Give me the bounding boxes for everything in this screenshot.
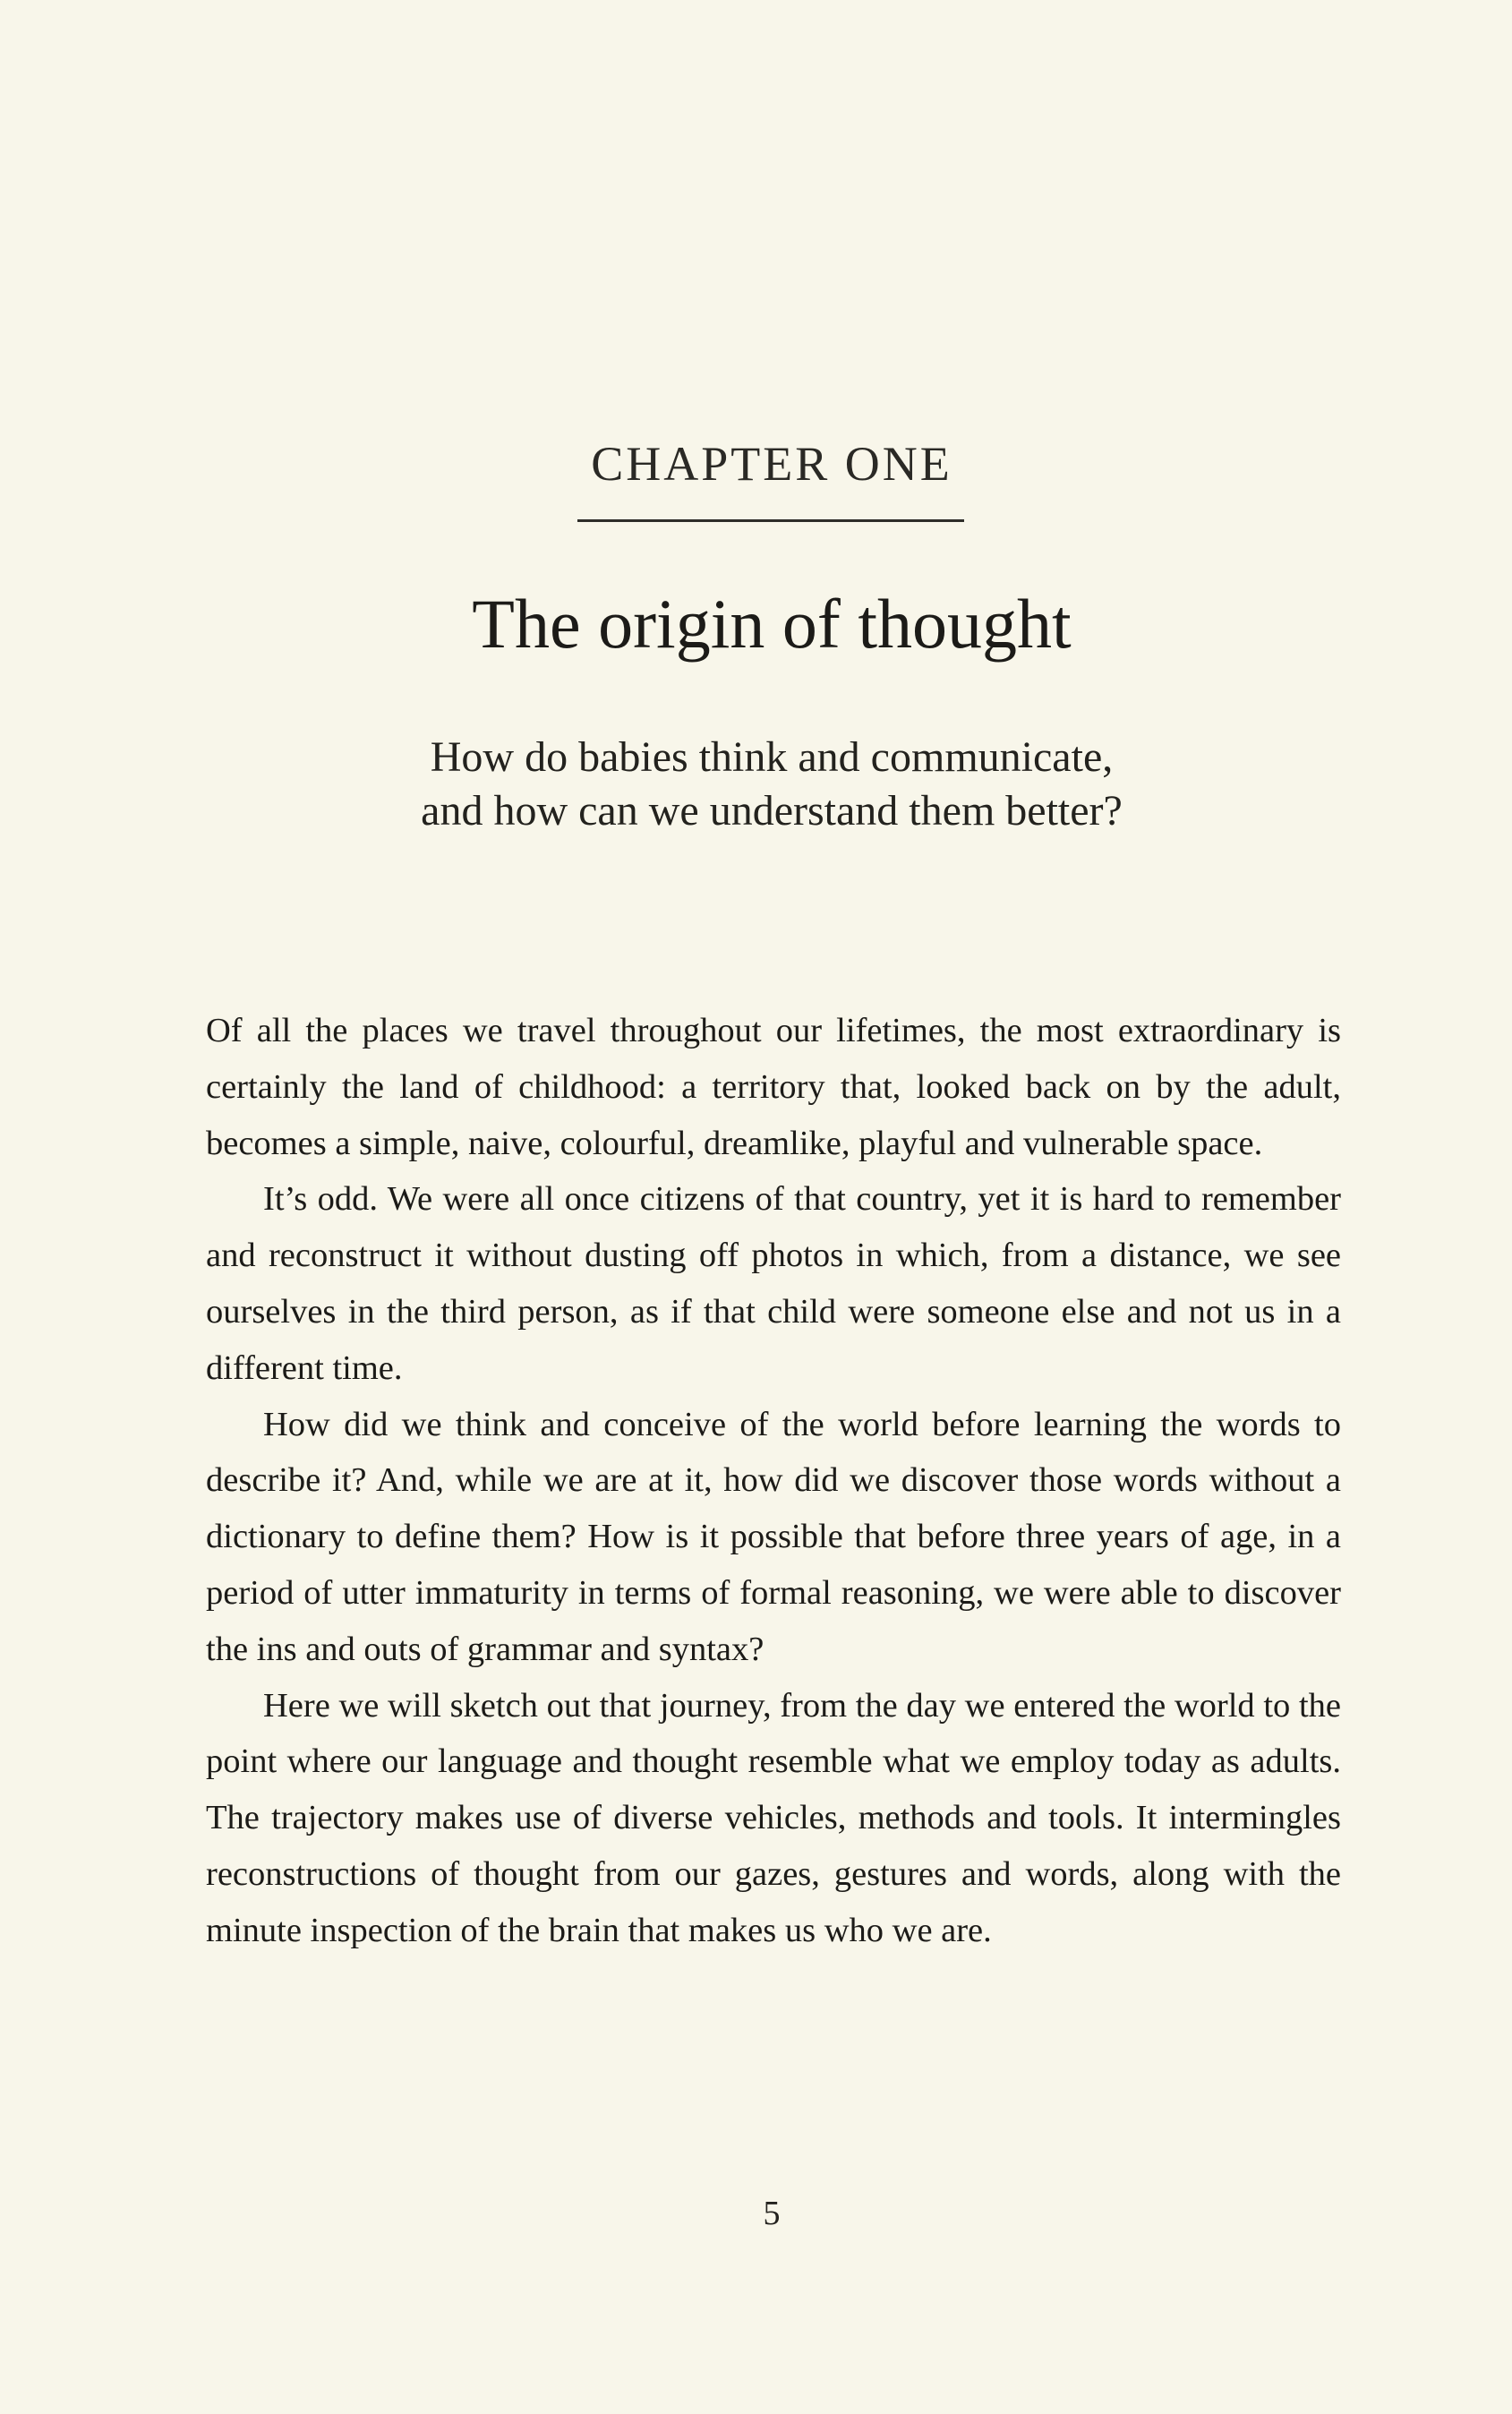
paragraph: Of all the places we travel throughout our lifetimes, the most extraordinary is certainly the land of childhood: a territory that, looked back on by the adult, becomes a simple, naive, colourful, dreamlike, playful and vulnerable space.: [206, 1012, 1341, 1162]
page-number: 5: [763, 2195, 781, 2232]
chapter-subtitle: [0, 731, 1512, 838]
paragraph: It’s odd. We were all once citizens of that country, yet it is hard to remember and reconstruct it without dusting off photos in which, from a distance, we see ourselves in the third person, as if that child were someone else and not us in a different time.: [206, 1180, 1341, 1387]
subtitle-line: How do babies think and communicate,: [430, 733, 1114, 781]
chapter-rule: [577, 519, 964, 522]
subtitle-line: and how can we understand them better?: [421, 787, 1123, 835]
chapter-label: CHAPTER ONE: [591, 437, 952, 491]
chapter-title: The origin of thought: [472, 585, 1072, 663]
paragraph: Here we will sketch out that journey, from the day we entered the world to the point where our language and thought resemble what we employ today as adults. The trajectory makes use of diverse vehicles, methods and tools. It intermingles reconstructions of thought from our gazes, gestures and words, along with the minute inspection of the brain that makes us who we are.: [206, 1686, 1341, 1949]
body-text: [206, 1003, 1341, 1959]
paragraph: How did we think and conceive of the world before learning the words to describe it? And, while we are at it, how did we discover those words without a dictionary to define them? How is it possible that before three years of age, in a period of utter immaturity in terms of formal reasoning, we were able to discover the ins and outs of grammar and syntax?: [206, 1405, 1341, 1668]
